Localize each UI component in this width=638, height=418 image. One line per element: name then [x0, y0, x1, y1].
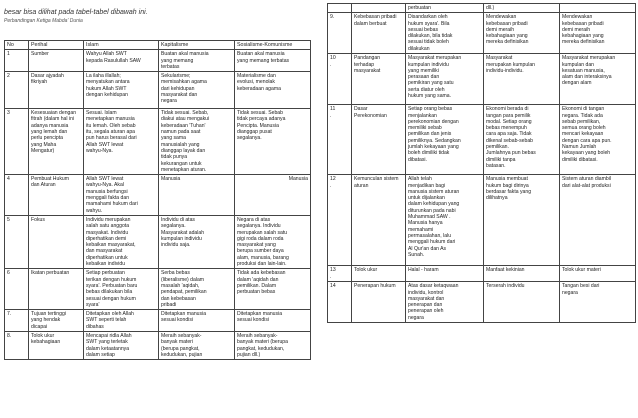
cell-islam: Setiap orang bebas menjalankan perekonomian dengan memiliki sebab pemilikan dan jenis pemiliknya. Sedangkan jumlah kekayaan yang boleh dimiliki tidak dibatasi.: [406, 105, 484, 175]
cell-no: 4: [5, 175, 29, 216]
table-row: [328, 282, 636, 323]
table-row: [328, 13, 636, 54]
header-kapitalisme: Kapitalisme: [159, 41, 235, 50]
cell-perihal: Kemunculan sistem aturan: [352, 175, 406, 266]
cell-islam: perbuatan: [406, 4, 484, 13]
cell-no: 8.: [5, 331, 29, 359]
cell-kapitalisme: Manfaat kekinian: [484, 266, 560, 282]
cell-kapitalisme: Ditetapkan manusia sesuai kondisi: [159, 310, 235, 332]
cell-islam: Setiap perbuatan terikan dengan hukum syara'. Perbuatan baru bebas dilakukan bila sesuai dengan hukum syara': [84, 269, 159, 310]
table-row: [5, 331, 311, 359]
table-header-row: [5, 41, 311, 50]
cell-islam: Individu merupakan salah satu anggota masyakat. Individu diperhatikan demi kebaikan masyarakat, dan masyarakat diperhatikan untuk kebaikan individu: [84, 215, 159, 268]
cell-kapitalisme: Meraih sebanyak- banyak materi (berupa pangkat, kedudukan, pujian: [159, 331, 235, 359]
cell-sosialisme: Tidak sesuai. Sebab tidak percaya adanya Pencipta. Manusia dianggap pusat segalanya.: [235, 109, 311, 175]
table-row: [5, 215, 311, 268]
header-no: No: [5, 41, 29, 50]
cell-sosialisme: Buatan akal manusia yang memang terbatas: [235, 50, 311, 72]
header-sosialisme: Sosialisme-Komunisme: [235, 41, 311, 50]
cell-perihal: Pandangan terhadap masyarakat: [352, 54, 406, 105]
cell-perihal: Ikatan perbuatan: [29, 269, 84, 310]
cell-perihal: [352, 4, 406, 13]
cell-no: 12 .: [328, 175, 352, 266]
cell-no: 11 .: [328, 105, 352, 175]
cell-perihal: Dasar Perekonomian: [352, 105, 406, 175]
cell-islam: Allah SWT lewat wahyu-Nya. Akal manusia berfungsi menggali fakta dan mamahami hukum dari wahyu.: [84, 175, 159, 216]
cell-sosialisme: Meraih sebanyak- banyak materi (berupa pangkat, kedudukan, pujian dll.): [235, 331, 311, 359]
table-row: [328, 175, 636, 266]
cell-no: 2: [5, 72, 29, 109]
cell-sosialisme: [560, 4, 636, 13]
table-row: [5, 109, 311, 175]
cell-no: 9.: [328, 13, 352, 54]
cell-islam: Disandarkan oleh hukum syara'. Bila sesuai bebas dilakukan, bila tidak sesuai tidak boleh dilakukan: [406, 13, 484, 54]
cell-no: 13 .: [328, 266, 352, 282]
table-row: [5, 72, 311, 109]
cell-islam: Halal - haram: [406, 266, 484, 282]
cell-sosialisme: Mendewakan kebebasan pribadi demi meraih kebahagiaan yang mereka definisikan: [560, 13, 636, 54]
cell-kapitalisme: Buatan akal manusia yang memang terbatas: [159, 50, 235, 72]
cell-no: 5: [5, 215, 29, 268]
comparison-table-left: [4, 40, 311, 360]
cell-perihal: Tujuan tertinggi yang hendak dicapai: [29, 310, 84, 332]
table-caption: Perbandingan Ketiga Mabda' Dunia: [4, 18, 83, 24]
cell-sosialisme: Materialisme dan evolusi, menolak keberadaan agama: [235, 72, 311, 109]
table-row: [5, 175, 311, 216]
cell-perihal: Tolok ukur: [352, 266, 406, 282]
cell-sosialisme: Negara di atas segalanya. Individu merupakan salah satu gigi roda dalam roda masyarakat yang berupa sumber daya alam, manusia, barang produksi dan lain-lain.: [235, 215, 311, 268]
cell-sosialisme: Tidak ada kebebasan dalam 'aqidah dan pemilikan. Dalam perbuatan bebas: [235, 269, 311, 310]
cell-islam: Atas dasar ketaqwaan individu, kontrol masyarakat dan penerapan dan penerapan oleh negara: [406, 282, 484, 323]
table-row: [328, 105, 636, 175]
cell-sosialisme: Tangan besi dari negara: [560, 282, 636, 323]
comparison-table-right: [327, 3, 636, 323]
cell-islam: Masyarakat merupakan kumpulan individu yang memiliki perasaan dan pemikiran yang satu serta diatur oleh hukum yang sama.: [406, 54, 484, 105]
cell-no: 14: [328, 282, 352, 323]
cell-kapitalisme: Tidak sesuai. Sebab, diakui atau mengakui keberadaan 'Tuhan' namun pada saat yang sama manusialah yang dianggap layak dan tidak punya kekurangan untuk menetapkan aturan.: [159, 109, 235, 175]
cell-no: 7.: [5, 310, 29, 332]
table-row: [5, 50, 311, 72]
cell-perihal: Fokus: [29, 215, 84, 268]
cell-kapitalisme: Serba bebas (liberalisme) dalam masalah 'aqidah, pendapat, pemilikan dan kebebasan pribadi: [159, 269, 235, 310]
cell-sosialisme: Ditetapkan manusia sesuai kondisi: [235, 310, 311, 332]
table-row: [328, 4, 636, 13]
table-row: [5, 310, 311, 332]
cell-kapitalisme: Manusia membuat hukum bagi dirinya berdasar fakta yang dilihatnya: [484, 175, 560, 266]
intro-title: besar bisa dilihat pada tabel-tabel dibawah ini.: [4, 9, 148, 16]
cell-islam: Wahyu Allah SWT kepada Rasulullah SAW: [84, 50, 159, 72]
intro: [4, 8, 304, 25]
cell-perihal: Dasar ajyadah fikriyah: [29, 72, 84, 109]
cell-sosialisme: Ekonomi di tangan negara. Tidak ada sebab pemilikan, semua orang boleh mencari kekayaan dengan cara apa pun. Namun Jumlah kekayaan yang boleh dimiliki dibatasi.: [560, 105, 636, 175]
cell-no: [328, 4, 352, 13]
table-row: [5, 269, 311, 310]
cell-sosialisme: Tolok ukur materi: [560, 266, 636, 282]
cell-perihal: Penerapan hukum: [352, 282, 406, 323]
cell-perihal: Tolok ukur kebahagiaan: [29, 331, 84, 359]
cell-islam: La ilaha illallah; menyatukan antara hukum Allah SWT dengan kehidupan: [84, 72, 159, 109]
cell-sosialisme: Masyarakat merupakan kumpulan dan kesatuan manusia, alam dan interaksinya dengan alam: [560, 54, 636, 105]
cell-islam: Ditetapkan oleh Allah SWT seperti telah dibahas: [84, 310, 159, 332]
cell-kapitalisme: Individu di atas segalanya. Masyarakat adalah kumpulan individu individu saja.: [159, 215, 235, 268]
cell-kapitalisme: Masyarakat merupakan kumpulan individu-individu.: [484, 54, 560, 105]
cell-no: 3: [5, 109, 29, 175]
cell-perihal: Kebebasan pribadi dalam berbuat: [352, 13, 406, 54]
cell-kapitalisme: Mendewakan kebebasan pribadi demi meraih kebahagiaan yang mereka definisikan: [484, 13, 560, 54]
header-islam: Islam: [84, 41, 159, 50]
cell-islam: Sesuai. Islam menetapkan manusia itu lemah. Oleh sebab itu, segala aturan apa pun harus berasal dari Allah SWT lewat wahyu-Nya.: [84, 109, 159, 175]
cell-no: 10 .: [328, 54, 352, 105]
cell-no: 6: [5, 269, 29, 310]
table-row: [328, 54, 636, 105]
header-perihal: Perihal: [29, 41, 84, 50]
cell-perihal: Kesesuaian dengan fitrah (dalam hal ini adanya manusia yang lemah dan perlu pencipta yang Maha Mengatur): [29, 109, 84, 175]
cell-sosialisme: Manusia: [235, 175, 311, 216]
cell-kapitalisme: Sekularisme; memisahkan agama dari kehidupan masyarakat dan negara: [159, 72, 235, 109]
cell-kapitalisme: Terserah individu: [484, 282, 560, 323]
cell-perihal: Pembuat Hukum dan Aturan: [29, 175, 84, 216]
cell-kapitalisme: Ekonomi berada di tangan para pemilik modal. Setiap orang bebas menempuh cara apa saja. Tidak dikenal sebab-sebab pemilikan. Jumlahnya pun bebas dimiliki tanpa batasan.: [484, 105, 560, 175]
cell-sosialisme: Sistem aturan diambil dari alat-alat produksi: [560, 175, 636, 266]
cell-no: 1: [5, 50, 29, 72]
cell-islam: Mencapai ridla Allah SWT yang terletak dalam ketaatannya dalam setiap: [84, 331, 159, 359]
cell-perihal: Sumber: [29, 50, 84, 72]
cell-kapitalisme: Manusia: [159, 175, 235, 216]
table-row: [328, 266, 636, 282]
cell-kapitalisme: dll.): [484, 4, 560, 13]
cell-islam: Allah telah menjadikan bagi manusia sistem aturan untuk dijalankan dalam kehidupan yang diturunkan pada nabi Muhammad SAW . Manusia hanya memahami permasalahan, lalu menggali hukum dari Al Qur'an dan As Sunah.: [406, 175, 484, 266]
